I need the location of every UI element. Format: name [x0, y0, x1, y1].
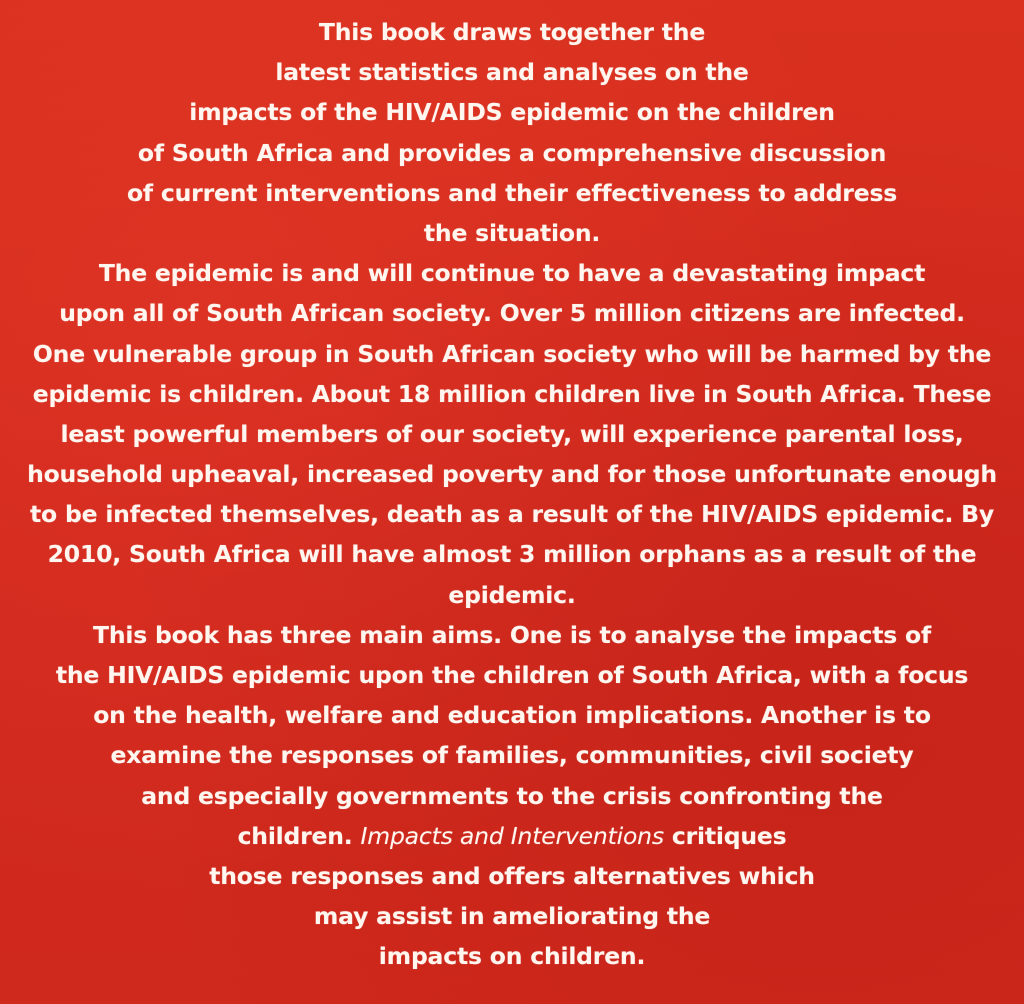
book-title-italic: Impacts and Interventions [360, 821, 664, 850]
blurb-line-8: upon all of South African society. Over 5 million citizens are infected. [59, 299, 965, 328]
blurb-line-21-post: critiques [663, 821, 787, 850]
blurb-line-19: examine the responses of families, communities, civil society [110, 741, 914, 770]
blurb-line-21-pre: children. [237, 821, 361, 850]
blurb-line-16: This book has three main aims. One is to analyse the impacts of [92, 620, 932, 649]
blurb-line-17: the HIV/AIDS epidemic upon the children of South Africa, with a focus [55, 661, 969, 689]
blurb-line-9: One vulnerable group in South African society who will be harmed by the [32, 339, 992, 368]
blurb-line-2: latest statistics and analyses on the [275, 58, 749, 87]
blurb-line-7: The epidemic is and will continue to have a devastating impact [98, 259, 926, 288]
blurb-line-20: and especially governments to the crisis confronting the [141, 781, 883, 810]
blurb-line-12: household upheaval, increased poverty and for those unfortunate enough [27, 460, 997, 489]
blurb-text [0, 12, 1024, 977]
blurb-line-22: those responses and offers alternatives which [209, 861, 815, 890]
blurb-line-13: to be infected themselves, death as a result of the HIV/AIDS epidemic. By [30, 500, 994, 529]
blurb-line-3: impacts of the HIV/AIDS epidemic on the children [189, 98, 835, 127]
blurb-line-23: may assist in ameliorating the [313, 902, 711, 931]
blurb-line-11: least powerful members of our society, will experience parental loss, [60, 419, 964, 448]
blurb-line-1: This book draws together the [318, 18, 706, 46]
blurb-line-6: the situation. [423, 218, 601, 247]
blurb-line-14: 2010, South Africa will have almost 3 million orphans as a result of the [47, 540, 977, 569]
blurb-line-21 [0, 816, 1024, 856]
blurb-line-10: epidemic is children. About 18 million children live in South Africa. These [32, 379, 992, 408]
blurb-line-4: of South Africa and provides a comprehensive discussion [137, 138, 887, 167]
blurb-line-5: of current interventions and their effectiveness to address [126, 178, 898, 207]
blurb-line-18: on the health, welfare and education implications. Another is to [93, 701, 931, 730]
blurb-line-24: impacts on children. [378, 942, 646, 971]
blurb-line-15: epidemic. [448, 580, 576, 609]
